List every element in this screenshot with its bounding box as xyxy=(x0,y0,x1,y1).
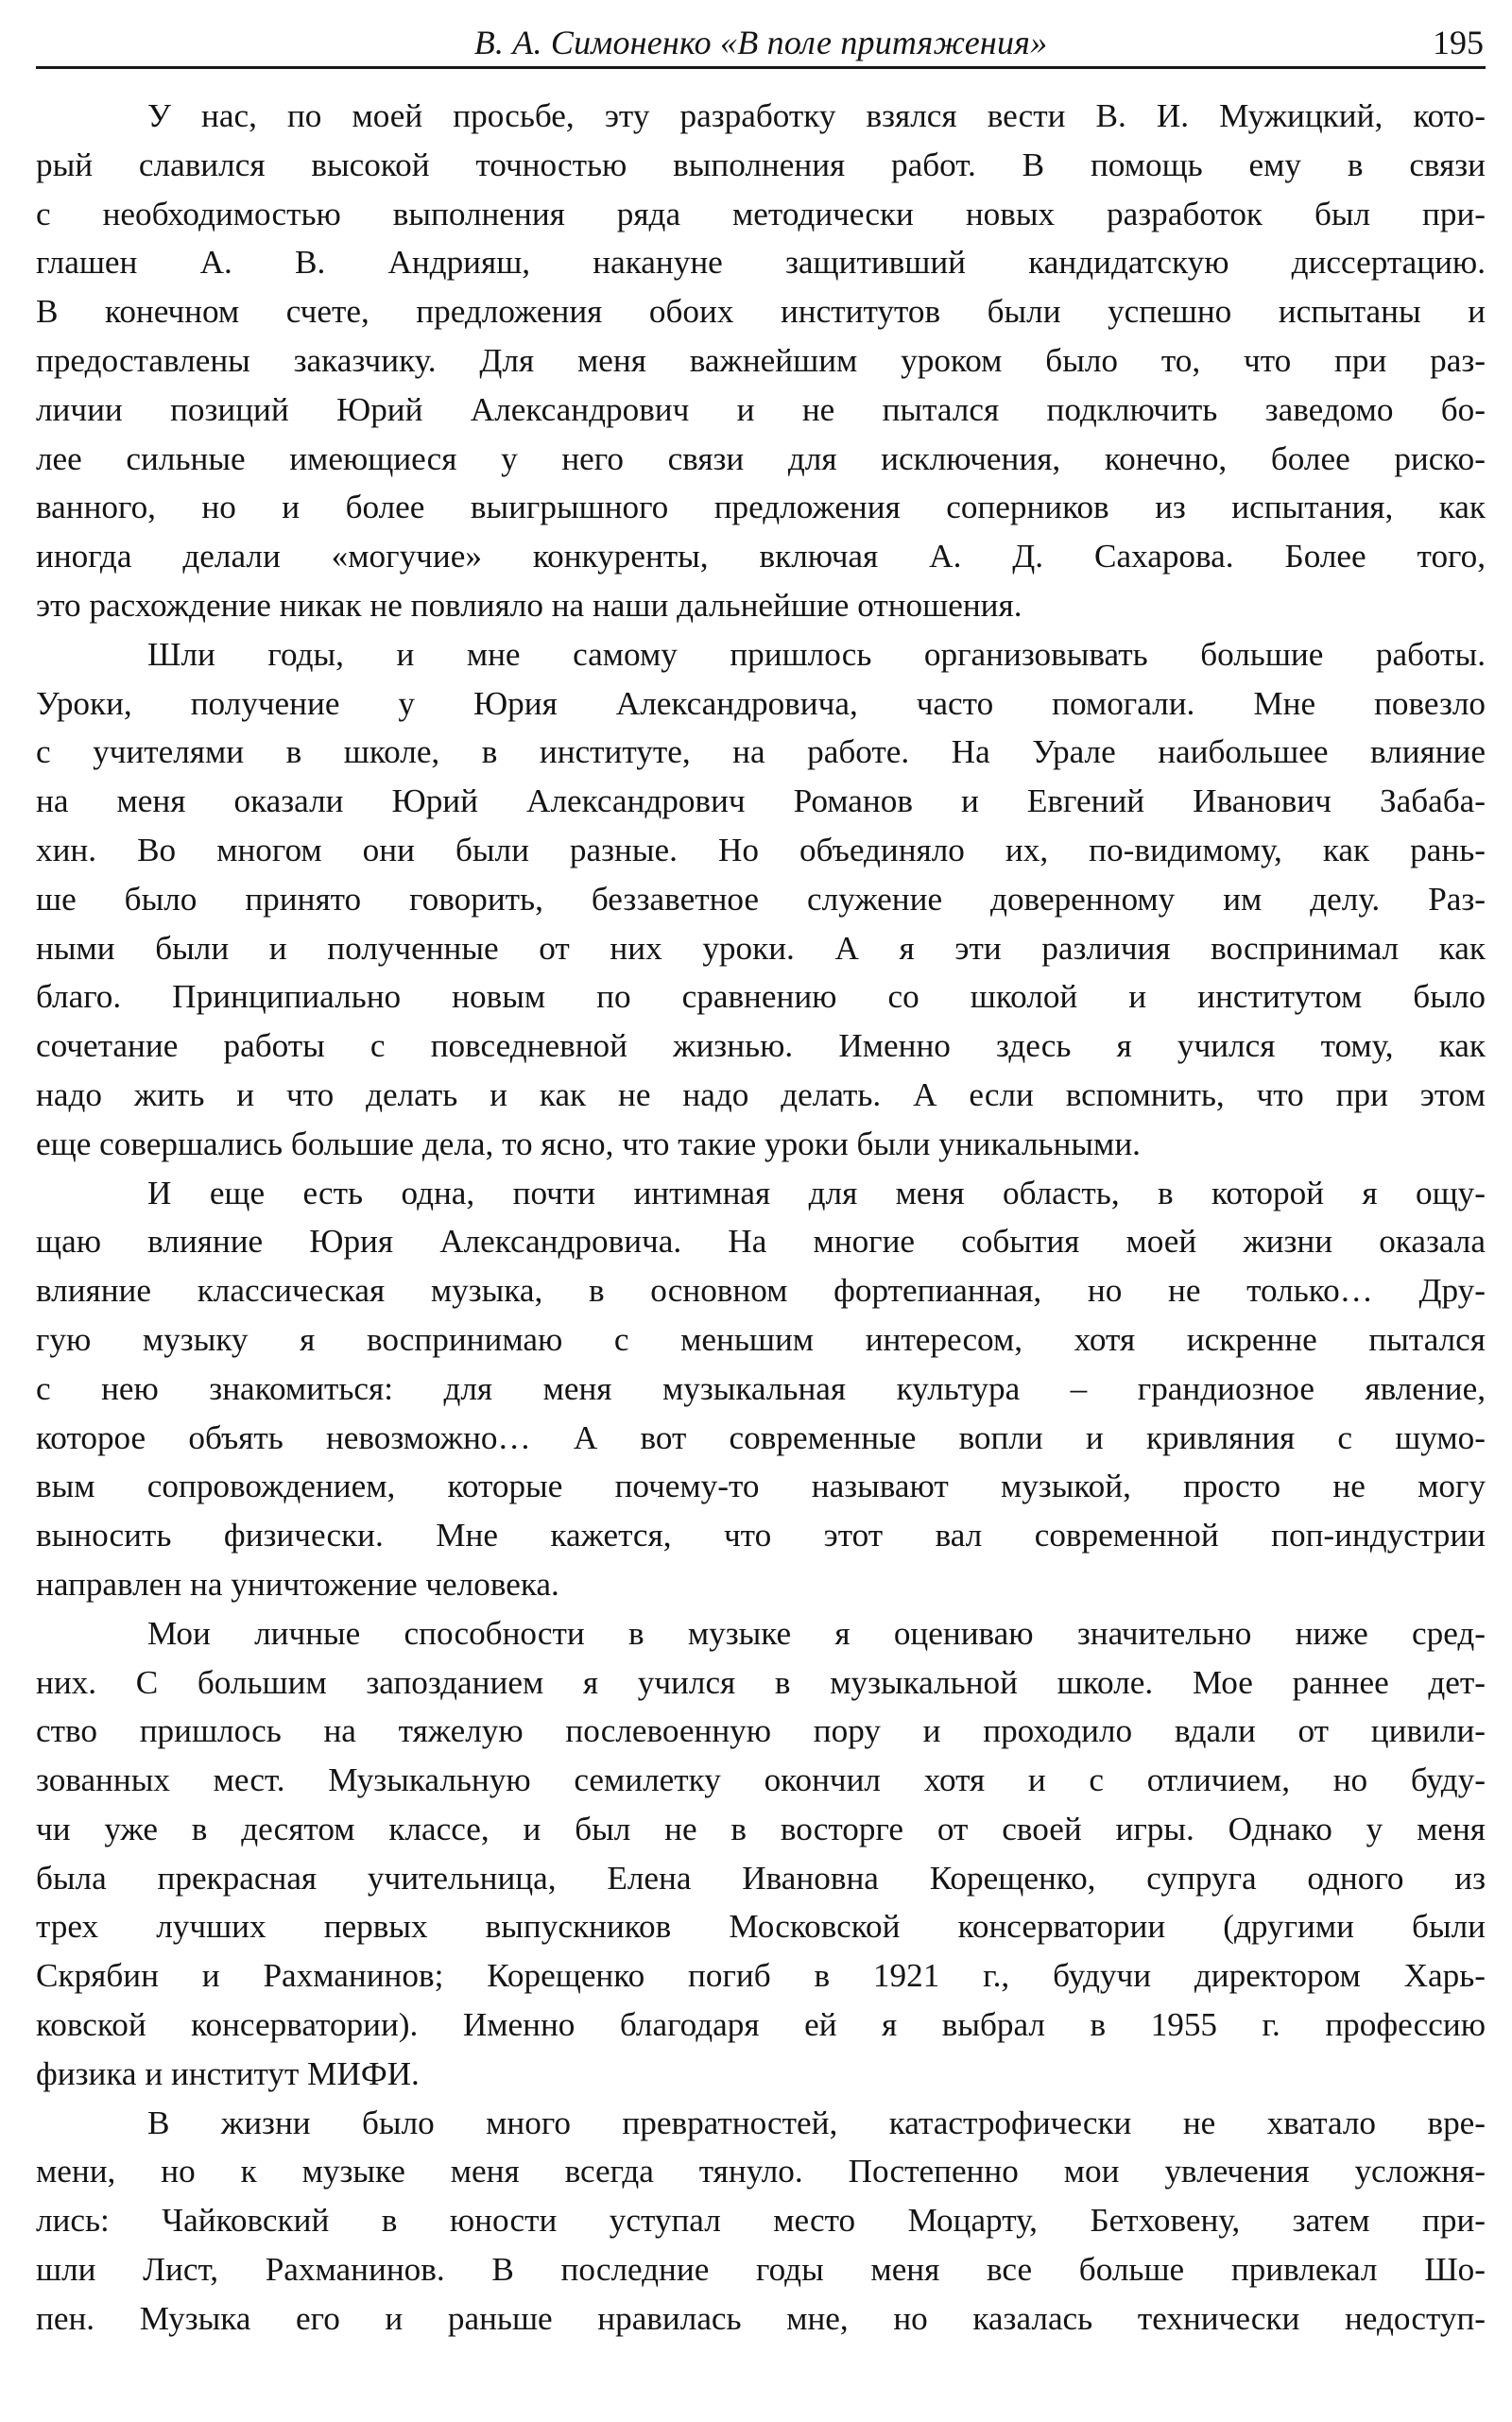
text-line: И еще есть одна, почти интимная для меня область, в которой я ощу- xyxy=(147,1174,1486,1211)
text-line: рый славился высокой точностью выполнения работ. В помощь ему в связи xyxy=(36,146,1486,183)
text-line: физика и институт МИФИ. xyxy=(36,2054,420,2092)
text-line: ство пришлось на тяжелую послевоенную пору и проходило вдали от цивили- xyxy=(36,1712,1486,1750)
text-line: Уроки, получение у Юрия Александровича, часто помогали. Мне повезло xyxy=(36,684,1486,722)
text-line: выносить физически. Мне кажется, что этот вал современной поп-индустрии xyxy=(36,1517,1486,1555)
paragraph xyxy=(36,2099,1486,2344)
text-line: гую музыку я воспринимаю с меньшим интересом, хотя искренне пытался xyxy=(36,1320,1486,1358)
text-line: с учителями в школе, в институте, на работе. На Урале наибольшее влияние xyxy=(36,733,1486,771)
text-line: лись: Чайковский в юности уступал место Моцарту, Бетховену, затем при- xyxy=(36,2202,1486,2240)
paragraph xyxy=(36,630,1486,1169)
text-line: направлен на уничтожение человека. xyxy=(36,1565,559,1603)
text-line: них. С большим запозданием я учился в музыкальной школе. Мое раннее дет- xyxy=(36,1663,1486,1701)
text-line: ванного, но и более выигрышного предложения соперников из испытания, как xyxy=(36,489,1486,526)
running-title: В. А. Симоненко «В поле притяжения» xyxy=(473,24,1048,61)
text-line: иногда делали «могучие» конкуренты, включая А. Д. Сахарова. Более того, xyxy=(36,538,1486,575)
text-line: была прекрасная учительница, Елена Ивановна Корещенко, супруга одного из xyxy=(36,1859,1486,1897)
text-line: пен. Музыка его и раньше нравилась мне, но казалась технически недоступ- xyxy=(36,2299,1486,2337)
text-line: У нас, по моей просьбе, эту разработку взялся вести В. И. Мужицкий, кото- xyxy=(147,97,1486,134)
text-line: щаю влияние Юрия Александровича. На многие события моей жизни оказала xyxy=(36,1223,1486,1261)
running-header xyxy=(36,21,1486,69)
text-line: хин. Во многом они были разные. Но объединяло их, по-видимому, как рань- xyxy=(36,831,1486,868)
text-line: В конечном счете, предложения обоих институтов были успешно испытаны и xyxy=(36,293,1486,331)
text-line: влияние классическая музыка, в основном фортепианная, но не только… Дру- xyxy=(36,1272,1486,1310)
text-line: надо жить и что делать и как не надо делать. А если вспомнить, что при этом xyxy=(36,1075,1486,1113)
text-line: лее сильные имеющиеся у него связи для исключения, конечно, более риско- xyxy=(36,439,1486,477)
text-line: еще совершались большие дела, то ясно, что такие уроки были уникальными. xyxy=(36,1125,1141,1162)
text-line: Скрябин и Рахманинов; Корещенко погиб в 1921 г., будучи директором Харь- xyxy=(36,1957,1486,1995)
paragraph xyxy=(36,92,1486,630)
paragraph xyxy=(36,1609,1486,2099)
text-line: на меня оказали Юрий Александрович Романов и Евгений Иванович Забаба- xyxy=(36,782,1486,820)
text-line: ковской консерватории). Именно благодаря ей я выбрал в 1955 г. профессию xyxy=(36,2006,1486,2044)
paragraph xyxy=(36,1169,1486,1609)
text-line: благо. Принципиально новым по сравнению со школой и институтом было xyxy=(36,978,1486,1016)
text-line: мени, но к музыке меня всегда тянуло. Постепенно мои увлечения усложня- xyxy=(36,2153,1486,2190)
text-line: трех лучших первых выпускников Московской консерватории (другими были xyxy=(36,1908,1486,1946)
text-line: предоставлены заказчику. Для меня важнейшим уроком было то, что при раз- xyxy=(36,341,1486,379)
text-line: глашен А. В. Андрияш, накануне защитивший кандидатскую диссертацию. xyxy=(36,244,1486,282)
text-line: вым сопровождением, которые почему-то называют музыкой, просто не могу xyxy=(36,1468,1486,1505)
text-line: личии позиций Юрий Александрович и не пытался подключить заведомо бо- xyxy=(36,390,1486,428)
text-line: ными были и полученные от них уроки. А я эти различия воспринимал как xyxy=(36,929,1486,967)
text-line: ше было принято говорить, беззаветное служение доверенному им делу. Раз- xyxy=(36,880,1486,918)
text-line: которое объять невозможно… А вот современные вопли и кривляния с шумо- xyxy=(36,1418,1486,1456)
text-line: В жизни было много превратностей, катастрофически не хватало вре- xyxy=(147,2104,1486,2141)
book-page xyxy=(36,21,1486,2402)
page-number: 195 xyxy=(1433,24,1484,61)
text-line: сочетание работы с повседневной жизнью. Именно здесь я учился тому, как xyxy=(36,1027,1486,1065)
text-line: чи уже в десятом классе, и был не в восторге от своей игры. Однако у меня xyxy=(36,1810,1486,1847)
text-line: это расхождение никак не повлияло на наши дальнейшие отношения. xyxy=(36,586,1022,624)
text-line: с необходимостью выполнения ряда методически новых разработок был при- xyxy=(36,195,1486,232)
text-line: Шли годы, и мне самому пришлось организовывать большие работы. xyxy=(147,635,1486,673)
text-line: с нею знакомиться: для меня музыкальная культура – грандиозное явление, xyxy=(36,1369,1486,1407)
text-line: шли Лист, Рахманинов. В последние годы меня все больше привлекал Шо- xyxy=(36,2251,1486,2289)
text-line: Мои личные способности в музыке я оцениваю значительно ниже сред- xyxy=(147,1614,1486,1652)
text-line: зованных мест. Музыкальную семилетку окончил хотя и с отличием, но буду- xyxy=(36,1761,1486,1799)
body-text xyxy=(36,92,1486,2344)
